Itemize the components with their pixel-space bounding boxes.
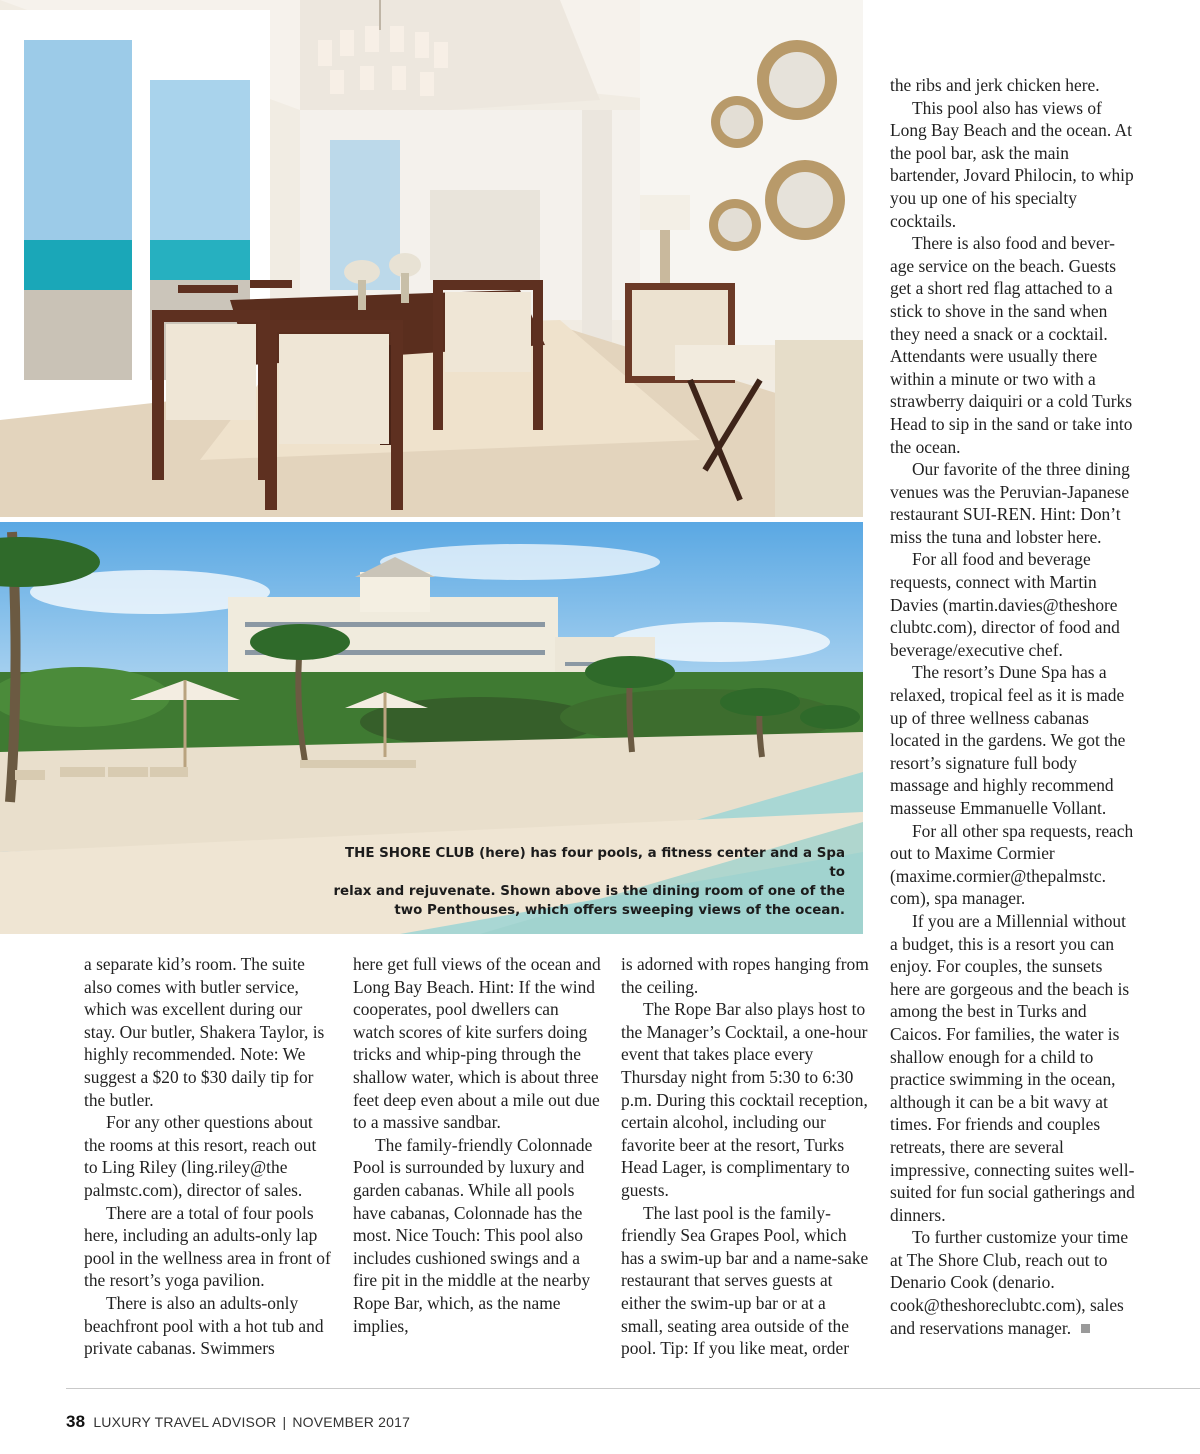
article-column-4	[890, 74, 1136, 1339]
final-paragraph	[890, 1226, 1136, 1339]
page-footer	[66, 1412, 410, 1432]
caption-line-3: two Penthouses, which offers sweeping views of the ocean.	[394, 903, 845, 918]
dining-room-photo	[0, 0, 863, 517]
paragraph-text: To further customize your time at The Shore Club, reach out to Denario Cook (denario. cook@theshoreclubtc.com), sales and reservations manager.	[890, 1227, 1129, 1338]
article-column-3	[621, 953, 869, 1360]
paragraph: the ribs and jerk chicken here.	[890, 75, 1100, 95]
article-column-1	[84, 953, 332, 1360]
paragraph: a separate kid’s room. The suite also comes with butler service, which was excellent during our stay. Our butler, Shakera Taylor, is highly recommended. Note: We suggest a $20 to $30 daily tip for the butler.	[84, 954, 325, 1110]
paragraph: is adorned with ropes hanging from the ceiling.	[621, 954, 869, 997]
caption-line-1: THE SHORE CLUB (here) has four pools, a fitness center and a Spa to	[345, 846, 845, 880]
caption-line-2: relax and rejuvenate. Shown above is the dining room of one of the	[333, 884, 845, 899]
paragraph: The resort’s Dune Spa has a relaxed, tropical feel as it is made up of three wellness cabanas located in the gardens. We got the resort’s signature full body massage and highly recommend masseuse Emmanuelle Vollant.	[890, 662, 1126, 818]
footer-separator: |	[282, 1414, 287, 1430]
paragraph: The last pool is the family-friendly Sea Grapes Pool, which has a swim-up bar and a name-sake restaurant that serves guests at either the swim-up bar or at a small, seating area outside of the pool. Tip: If you like meat, order	[621, 1202, 869, 1359]
page-number: 38	[66, 1412, 86, 1431]
paragraph: The Rope Bar also plays host to the Manager’s Cocktail, a one-hour event that takes place every Thursday night from 5:30 to 6:30 p.m. During this cocktail reception, certain alcohol, including our favorite beer at the resort, Turks Head Lager, is complimentary to guests.	[621, 999, 868, 1200]
paragraph: There are a total of four pools here, including an adults-only lap pool in the wellness area in front of the resort’s yoga pavilion.	[84, 1202, 331, 1291]
paragraph: There is also food and bever-age service on the beach. Guests get a short red flag attached to a stick to shove in the sand when they need a snack or a cocktail. Attendants were usually there within a minute or two with a strawberry daiquiri or a cold Turks Head to sip in the sand or take into the ocean.	[890, 233, 1133, 457]
paragraph: here get full views of the ocean and Long Bay Beach. Hint: If the wind cooperates, pool dwellers can watch scores of kite surfers doing tricks and whip-ping through the shallow water, which is about three feet deep even about a mile out due to a massive sandbar.	[353, 954, 601, 1133]
resort-beach-photo	[0, 522, 863, 934]
issue-date: NOVEMBER 2017	[292, 1414, 411, 1430]
article-column-2	[353, 953, 603, 1337]
paragraph: The family-friendly Colonnade Pool is surrounded by luxury and garden cabanas. While all pools have cabanas, Colonnade has the most. Nice Touch: This pool also includes cushioned swings and a fire pit in the middle at the nearby Rope Bar, which, as the name implies,	[353, 1134, 593, 1336]
paragraph: This pool also has views of Long Bay Beach and the ocean. At the pool bar, ask the main bartender, Jovard Philocin, to whip you up one of his specialty cocktails.	[890, 97, 1134, 231]
paragraph: If you are a Millennial without a budget, this is a resort you can enjoy. For couples, the sunsets here are gorgeous and the beach is among the best in Turks and Caicos. For families, the water is shallow enough for a child to practice swimming in the ocean, although it can be a bit wavy at times. For friends and couples retreats, there are several impressive, connecting suites well-suited for fun social gatherings and dinners.	[890, 910, 1135, 1225]
paragraph: Our favorite of the three dining venues was the Peruvian-Japanese restaurant SUI-REN. Hint: Don’t miss the tuna and lobster here.	[890, 459, 1130, 547]
footer-rule	[66, 1388, 1200, 1389]
paragraph: For all food and beverage requests, connect with Martin Davies (martin.davies@theshore clubtc.com), director of food and beverage/executive chef.	[890, 549, 1120, 660]
paragraph: For all other spa requests, reach out to Maxime Cormier (maxime.cormier@thepalmstc. com), spa manager.	[890, 820, 1134, 909]
publication-name: LUXURY TRAVEL ADVISOR	[93, 1414, 277, 1430]
end-of-article-square-icon	[1081, 1324, 1090, 1333]
photo-caption	[325, 844, 845, 920]
paragraph: There is also an adults-only beachfront pool with a hot tub and private cabanas. Swimmers	[84, 1292, 324, 1359]
paragraph: For any other questions about the rooms at this resort, reach out to Ling Riley (ling.riley@the palmstc.com), director of sales.	[84, 1112, 317, 1200]
